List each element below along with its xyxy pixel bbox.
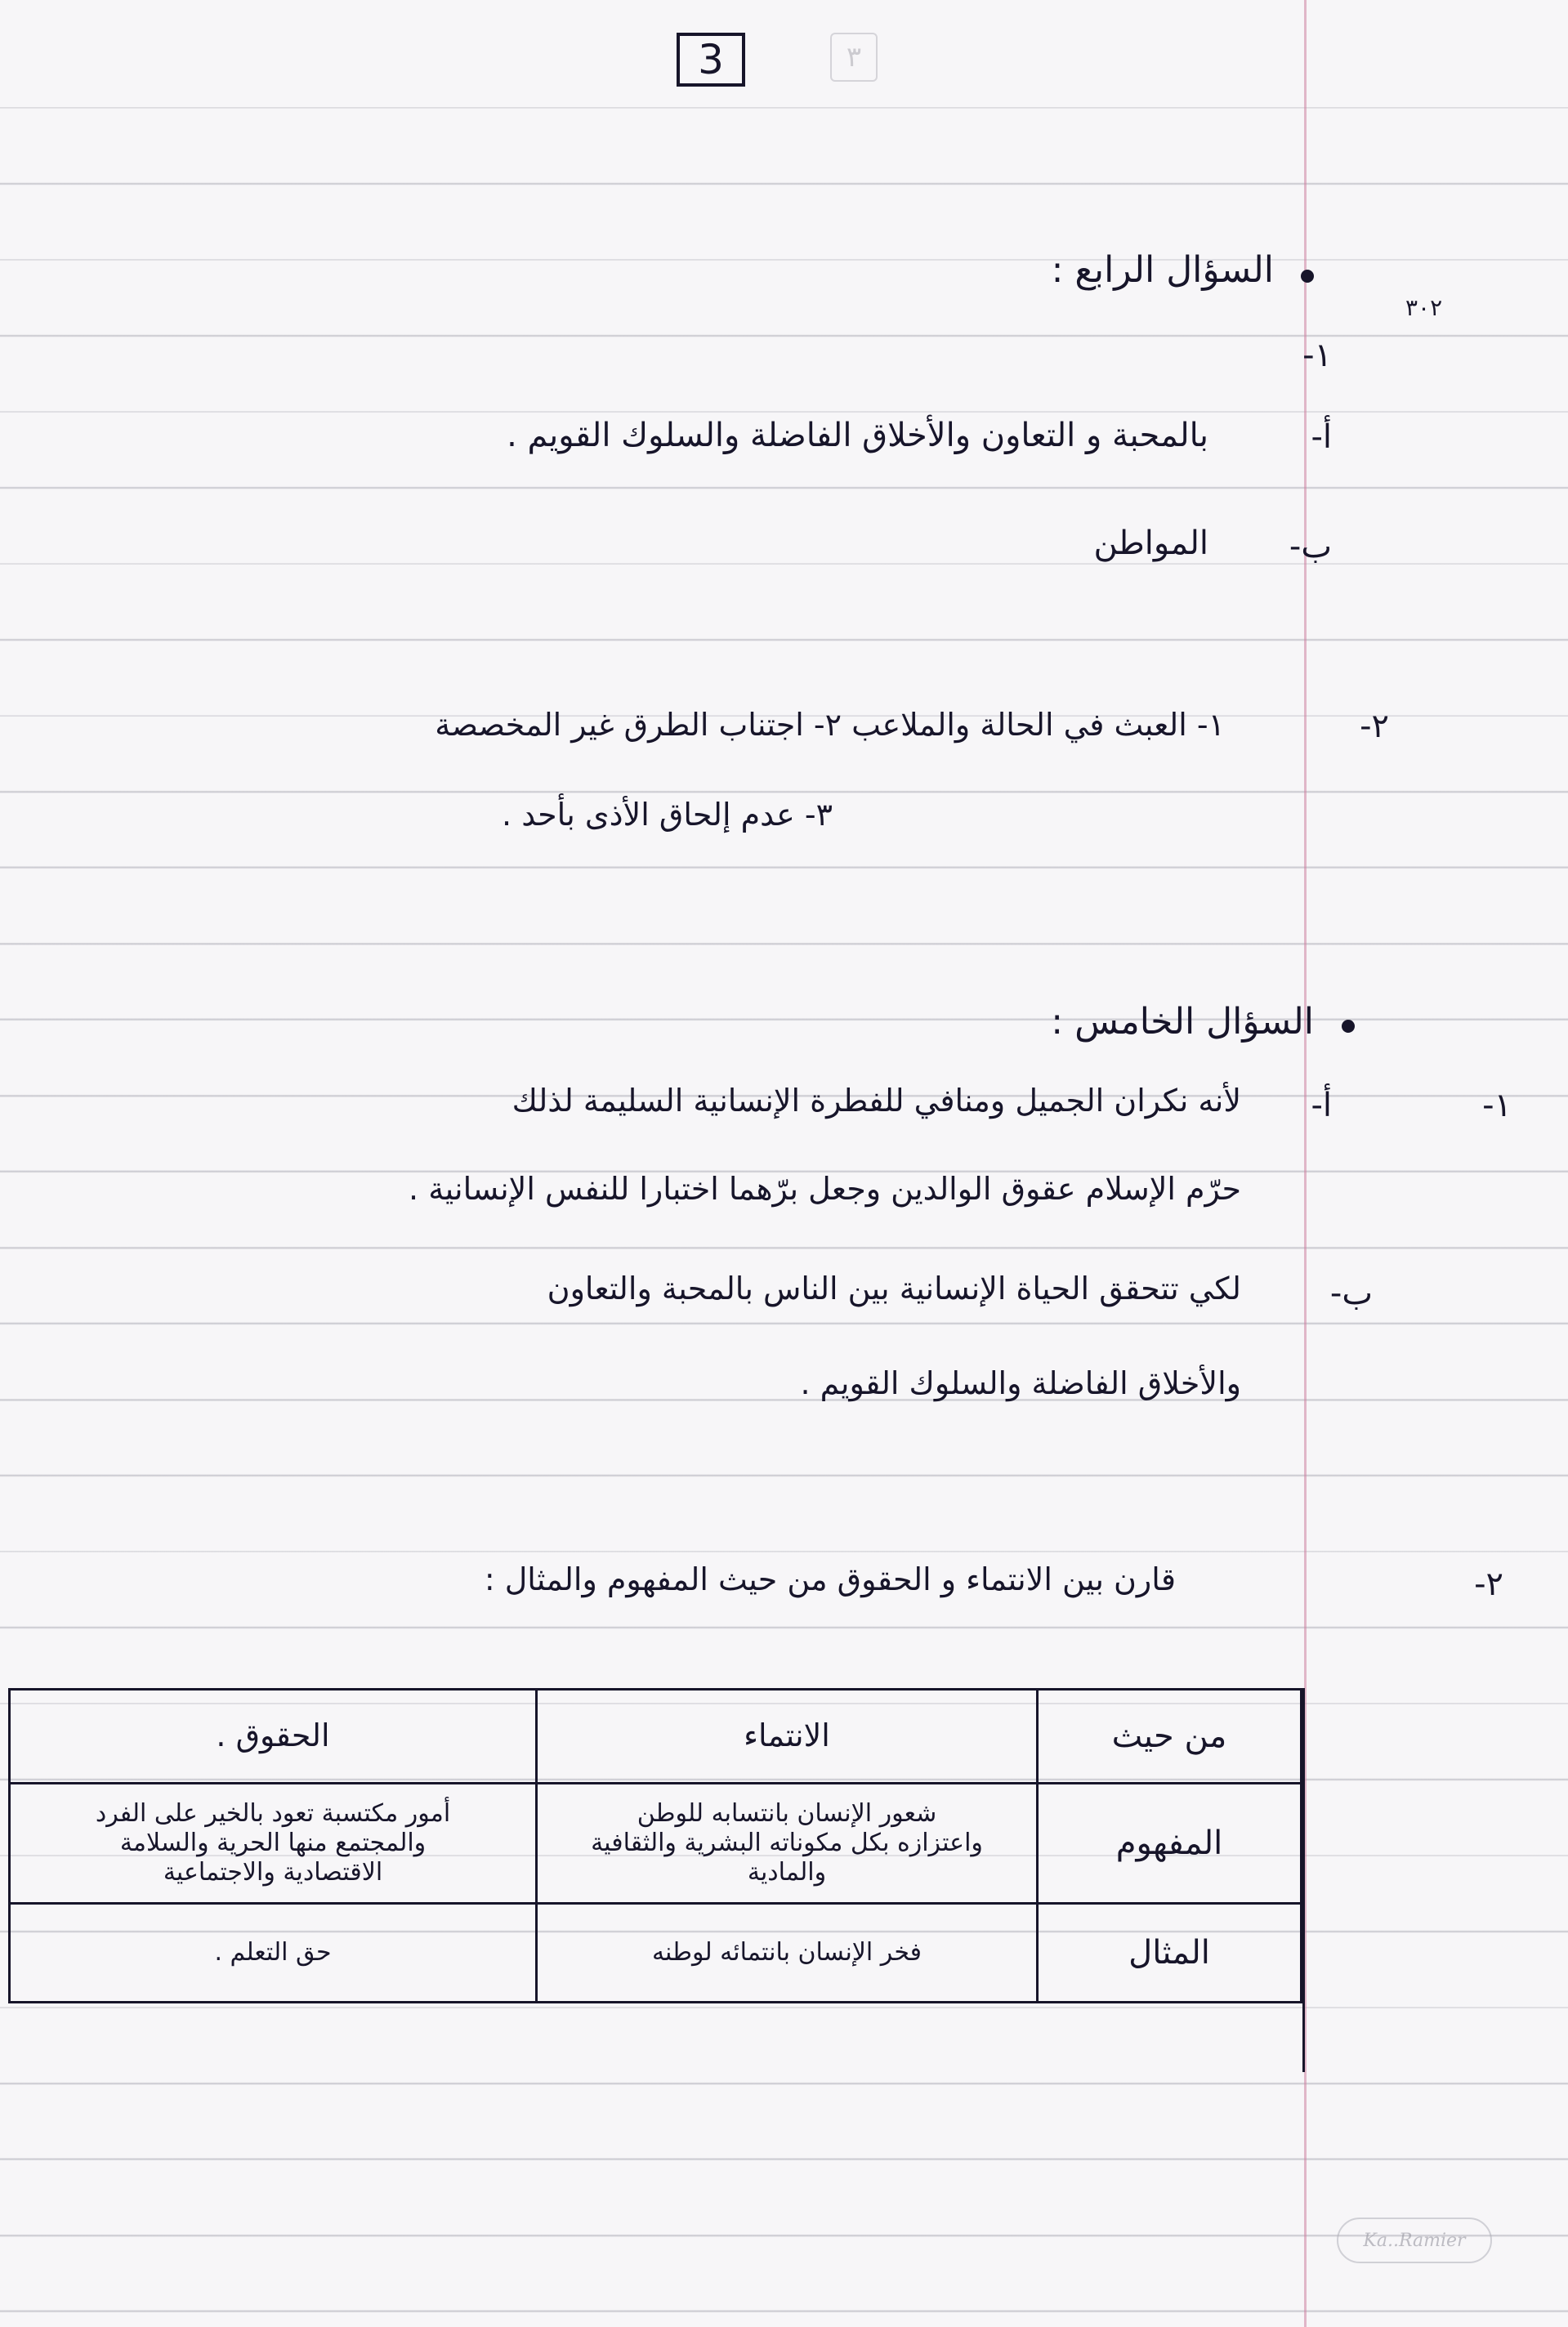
row-label-example: المثال — [1038, 1904, 1302, 2003]
comparison-table — [8, 1688, 1302, 2003]
q4-a-label: أ- — [1311, 418, 1332, 456]
cell-line: أمور مكتسبة تعود بالخير على الفرد — [95, 1799, 451, 1828]
q4-item1-label: ١- — [1302, 337, 1332, 374]
cell-line: والمادية — [747, 1858, 827, 1887]
cell-rights-example — [10, 1904, 537, 2003]
table-row — [10, 1904, 1302, 2003]
table-margin-rule — [1302, 1688, 1305, 2072]
q5-item2-label: ٢- — [1474, 1565, 1503, 1603]
cell-line: الاقتصادية والاجتماعية — [163, 1858, 383, 1887]
cell-line: حق التعلم . — [214, 1938, 332, 1967]
cell-rights-concept — [10, 1784, 537, 1904]
table-row — [10, 1784, 1302, 1904]
q4-item2-line1: ١- العبث في الحالة والملاعب ٢- اجتناب الطرق غير المخصصة — [435, 707, 1225, 743]
cell-line: فخر الإنسان بانتمائه لوطنه — [651, 1938, 922, 1967]
margin-scribble: ٣٠٢ — [1405, 294, 1443, 321]
q5-title: السؤال الخامس : — [1051, 1001, 1314, 1043]
q5-b-line1: لكي تتحقق الحياة الإنسانية بين الناس بالمحبة والتعاون — [547, 1271, 1241, 1306]
page-number-box — [677, 33, 745, 87]
q4-item2-line2: ٣- عدم إلحاق الأذى بأحد . — [502, 797, 833, 833]
row-label-concept: المفهوم — [1038, 1784, 1302, 1904]
q5-a-line1: لأنه نكران الجميل ومنافي للفطرة الإنسانية السليمة لذلك — [511, 1083, 1241, 1119]
q5-a-line2: حرّم الإسلام عقوق الوالدين وجعل برّهما اختبارا للنفس الإنسانية . — [409, 1171, 1241, 1207]
faint-page-mark: ٣ — [830, 33, 878, 82]
q5-b-label: ب- — [1329, 1275, 1373, 1312]
header-rights: الحقوق . — [10, 1690, 537, 1784]
q4-a-text: بالمحبة و التعاون والأخلاق الفاضلة والسلوك القويم . — [507, 417, 1208, 454]
q4-bullet — [1301, 270, 1314, 283]
q5-a-label: أ- — [1311, 1087, 1332, 1124]
table-header-row — [10, 1690, 1302, 1784]
q4-b-label: ب- — [1289, 528, 1332, 565]
page-number: 3 — [698, 36, 724, 83]
q5-bullet — [1342, 1020, 1355, 1033]
scanner-watermark: Ka..Ramier — [1337, 2218, 1492, 2263]
header-aspect: من حيث — [1038, 1690, 1302, 1784]
cell-belonging-example — [537, 1904, 1038, 2003]
cell-belonging-concept — [537, 1784, 1038, 1904]
cell-line: واعتزازه بكل مكوناته البشرية والثقافية — [591, 1829, 983, 1857]
q5-b-line2: والأخلاق الفاضلة والسلوك القويم . — [800, 1365, 1241, 1401]
q4-title: السؤال الرابع : — [1051, 249, 1274, 291]
q5-item1-label: ١- — [1482, 1087, 1512, 1124]
header-belonging: الانتماء — [537, 1690, 1038, 1784]
q5-item2-text: قارن بين الانتماء و الحقوق من حيث المفهوم والمثال : — [484, 1561, 1176, 1597]
cell-line: شعور الإنسان بانتسابه للوطن — [637, 1799, 937, 1828]
cell-line: والمجتمع منها الحرية والسلامة — [119, 1829, 427, 1857]
q4-item2-label: ٢- — [1360, 708, 1389, 745]
q4-b-text: المواطن — [1093, 525, 1208, 562]
